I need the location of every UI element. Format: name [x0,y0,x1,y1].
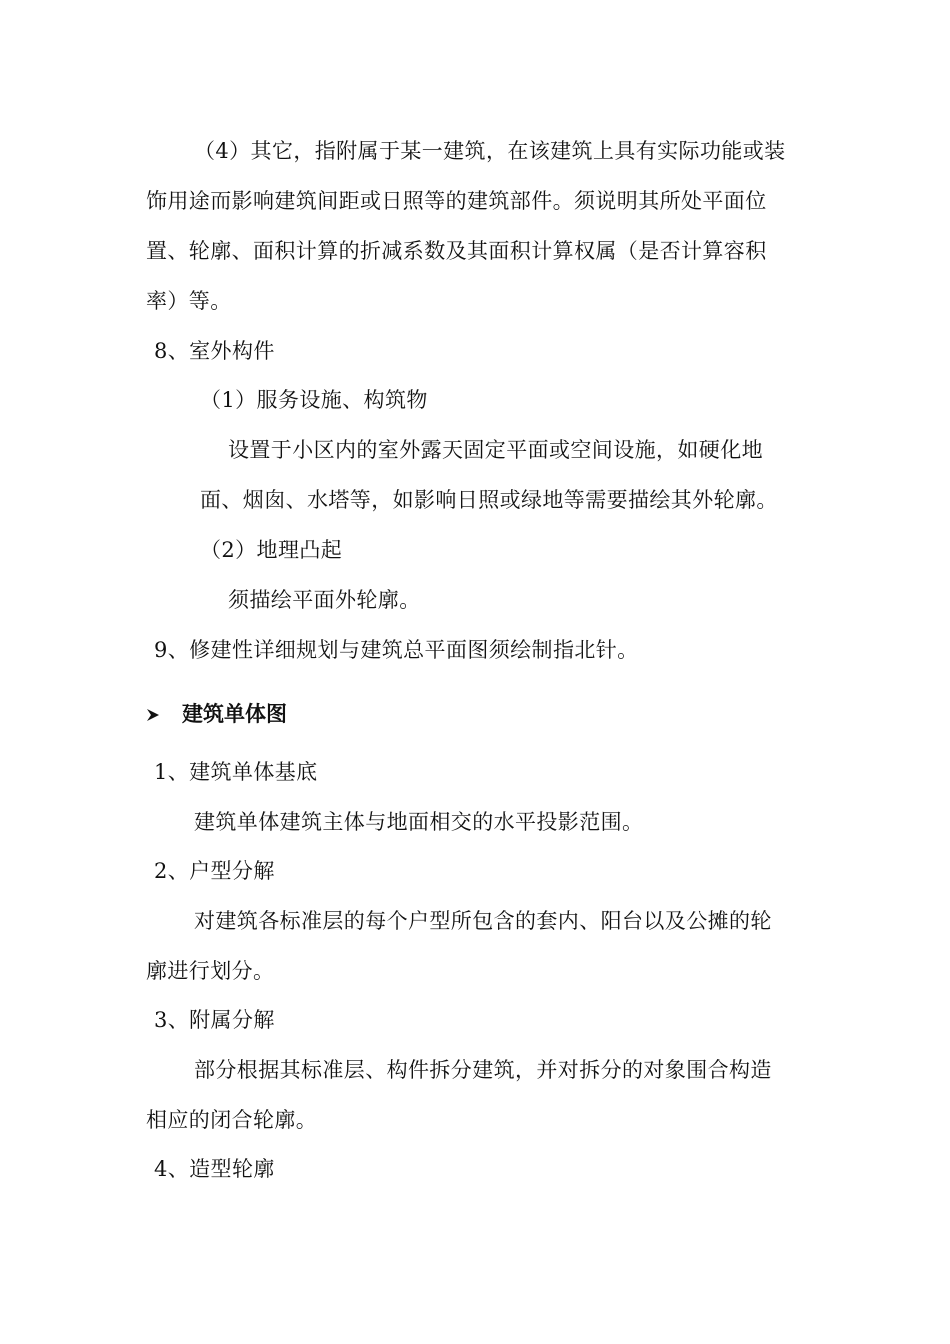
section-item-4-title: 4、造型轮廓 [154,1157,275,1181]
item-8-sub-2-line-1: 须描绘平面外轮廓。 [228,588,421,612]
section-item-3-title: 3、附属分解 [154,1008,275,1032]
section-item-2-title: 2、户型分解 [154,859,275,883]
section-item-2-line-2: 廓进行划分。 [146,959,275,983]
paragraph-4-line-3: 置、轮廓、面积计算的折减系数及其面积计算权属（是否计算容积 [146,239,767,263]
section-item-3-line-1: 部分根据其标准层、构件拆分建筑，并对拆分的对象围合构造 [194,1058,772,1082]
paragraph-4-line-4: 率）等。 [146,289,232,313]
item-8-title: 8、室外构件 [154,339,275,363]
section-item-3-line-2: 相应的闭合轮廓。 [146,1108,318,1132]
arrow-bullet-icon [146,708,160,722]
item-8-sub-1-title: （1）服务设施、构筑物 [200,388,428,412]
paragraph-4-line-2: 饰用途而影响建筑间距或日照等的建筑部件。须说明其所处平面位 [146,189,767,213]
section-item-1-desc: 建筑单体建筑主体与地面相交的水平投影范围。 [194,810,644,834]
section-item-2-line-1: 对建筑各标准层的每个户型所包含的套内、阳台以及公摊的轮 [194,909,772,933]
section-heading-text: 建筑单体图 [182,702,287,726]
paragraph-4-line-1: （4）其它，指附属于某一建筑，在该建筑上具有实际功能或装 [194,139,786,163]
item-9: 9、修建性详细规划与建筑总平面图须绘制指北针。 [154,638,639,662]
item-8-sub-1-line-1: 设置于小区内的室外露天固定平面或空间设施，如硬化地 [228,438,763,462]
section-item-1-title: 1、建筑单体基底 [154,760,318,784]
item-8-sub-1-line-2: 面、烟囱、水塔等，如影响日照或绿地等需要描绘其外轮廓。 [200,488,778,512]
section-heading [146,699,287,729]
item-8-sub-2-title: （2）地理凸起 [200,538,343,562]
